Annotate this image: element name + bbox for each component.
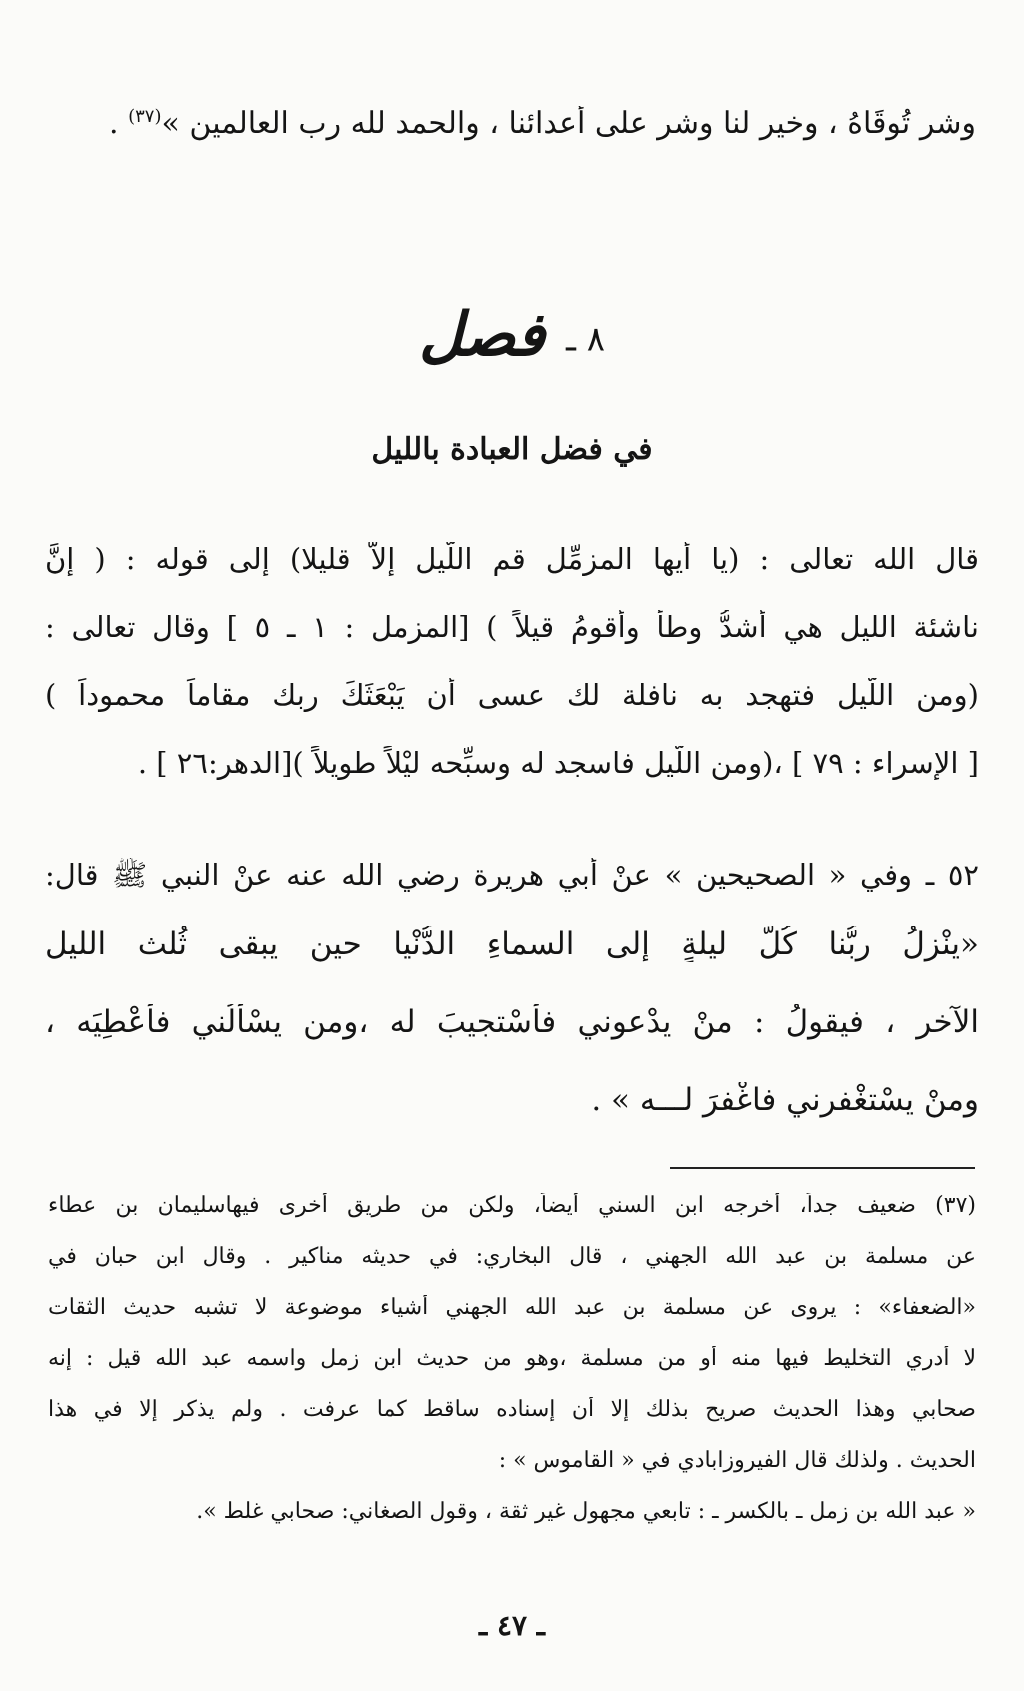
footnote-reference[interactable]: (٣٧)	[128, 106, 162, 127]
chapter-number: ٨ ـ	[566, 319, 606, 360]
hadith-intro-line: ٥٢ ـ وفي « الصحيحين » عنْ أَبي هريرة رضي الله عنه عنْ النبي ﷺ قال:	[45, 858, 979, 892]
footnote-line-7: « عبد الله بن زِمل ـ بالكسر ـ : تابعي مجهول غير ثقة ، وقول الصغاني: صحابي غلط ».	[196, 1499, 976, 1524]
continuation-text: وشر تُوقَاهُ ، وخير لنا وشر على أعدائنا ، والحمد لله رب العالمين »	[161, 106, 976, 141]
footnote-line-1: (٣٧) ضعيف جداً، أخرجه ابن السني أيضاً، ولكن من طريق أخرى فيهاسليمان بن عطاء	[48, 1193, 976, 1218]
continuation-end: .	[108, 106, 119, 141]
footnote-line-3: «الضعفاء» : يروى عن مسلمة بن عبد الله الجهني أشياء موضوعة لا تشبه حديث الثقات	[48, 1295, 976, 1320]
intro-line-2: ناشئة الليل هي أَشدُّ وطأً وأَقومُ قيلاً ) [المزمل : ١ ـ ٥ ] وقال تعالى :	[45, 610, 979, 644]
footnote-line-6: الحديث . ولذلك قال الفيروزابادي في « القاموس » :	[498, 1448, 976, 1473]
footnote-line-5: صحابي وهذا الحديث صريح بذلك إلا أن إسناده ساقط كما عرفت . ولم يذكر إلا في هذا	[48, 1397, 976, 1422]
chapter-subtitle: في فضل العبادة بالليل	[371, 432, 653, 467]
hadith-line-3: ومنْ يسْتغْفرني فاغْفرَ لـــه » .	[591, 1082, 979, 1118]
intro-line-4: [ الإسراء : ٧٩ ] ،(ومن اللَّيل فاسجد له وسبِّحه ليْلاً طويلاً )[الدهر:٢٦ ] .	[137, 746, 979, 780]
chapter-title: فصل	[418, 300, 546, 370]
continuation-line	[60, 106, 976, 141]
hadith-line-2: الآخر ، فيقولُ : منْ يدْعوني فأَسْتجيبَ له ،ومن يسْأَلُني فأُعْطِيَه ،	[45, 1004, 979, 1040]
intro-line-1: قال الله تعالى : (يا أيها المزمِّل قم اللَّيل إلاَّ قليلا) إلى قوله : ( إنَّ	[45, 542, 979, 576]
page-number: ـ ٤٧ ـ	[479, 1609, 545, 1642]
footnote-line-2: عن مسلمة بن عبد الله الجهني ، قال البخاري: في حديثه مناكير . وقال ابن حبان في	[48, 1244, 976, 1269]
chapter-heading	[0, 300, 1024, 370]
hadith-line-1: «ينْزِلُ ربُّنا كُلَّ ليلةٍ إلى السماءِ الدُّنْيا حين يبقى ثُلث الليل	[45, 926, 979, 962]
intro-line-3: (ومن اللَّيل فتهجد به نافلة لك عسى أَن يَبْعَثَكَ ربك مقاماً محموداً )	[45, 678, 979, 712]
footnote-line-4: لا أدري التخليط فيها منه أو من مسلمة ،وهو من حديث ابن زمل واسمه عبد الله قيل : إنه	[48, 1346, 976, 1371]
footnote-divider	[670, 1167, 975, 1169]
